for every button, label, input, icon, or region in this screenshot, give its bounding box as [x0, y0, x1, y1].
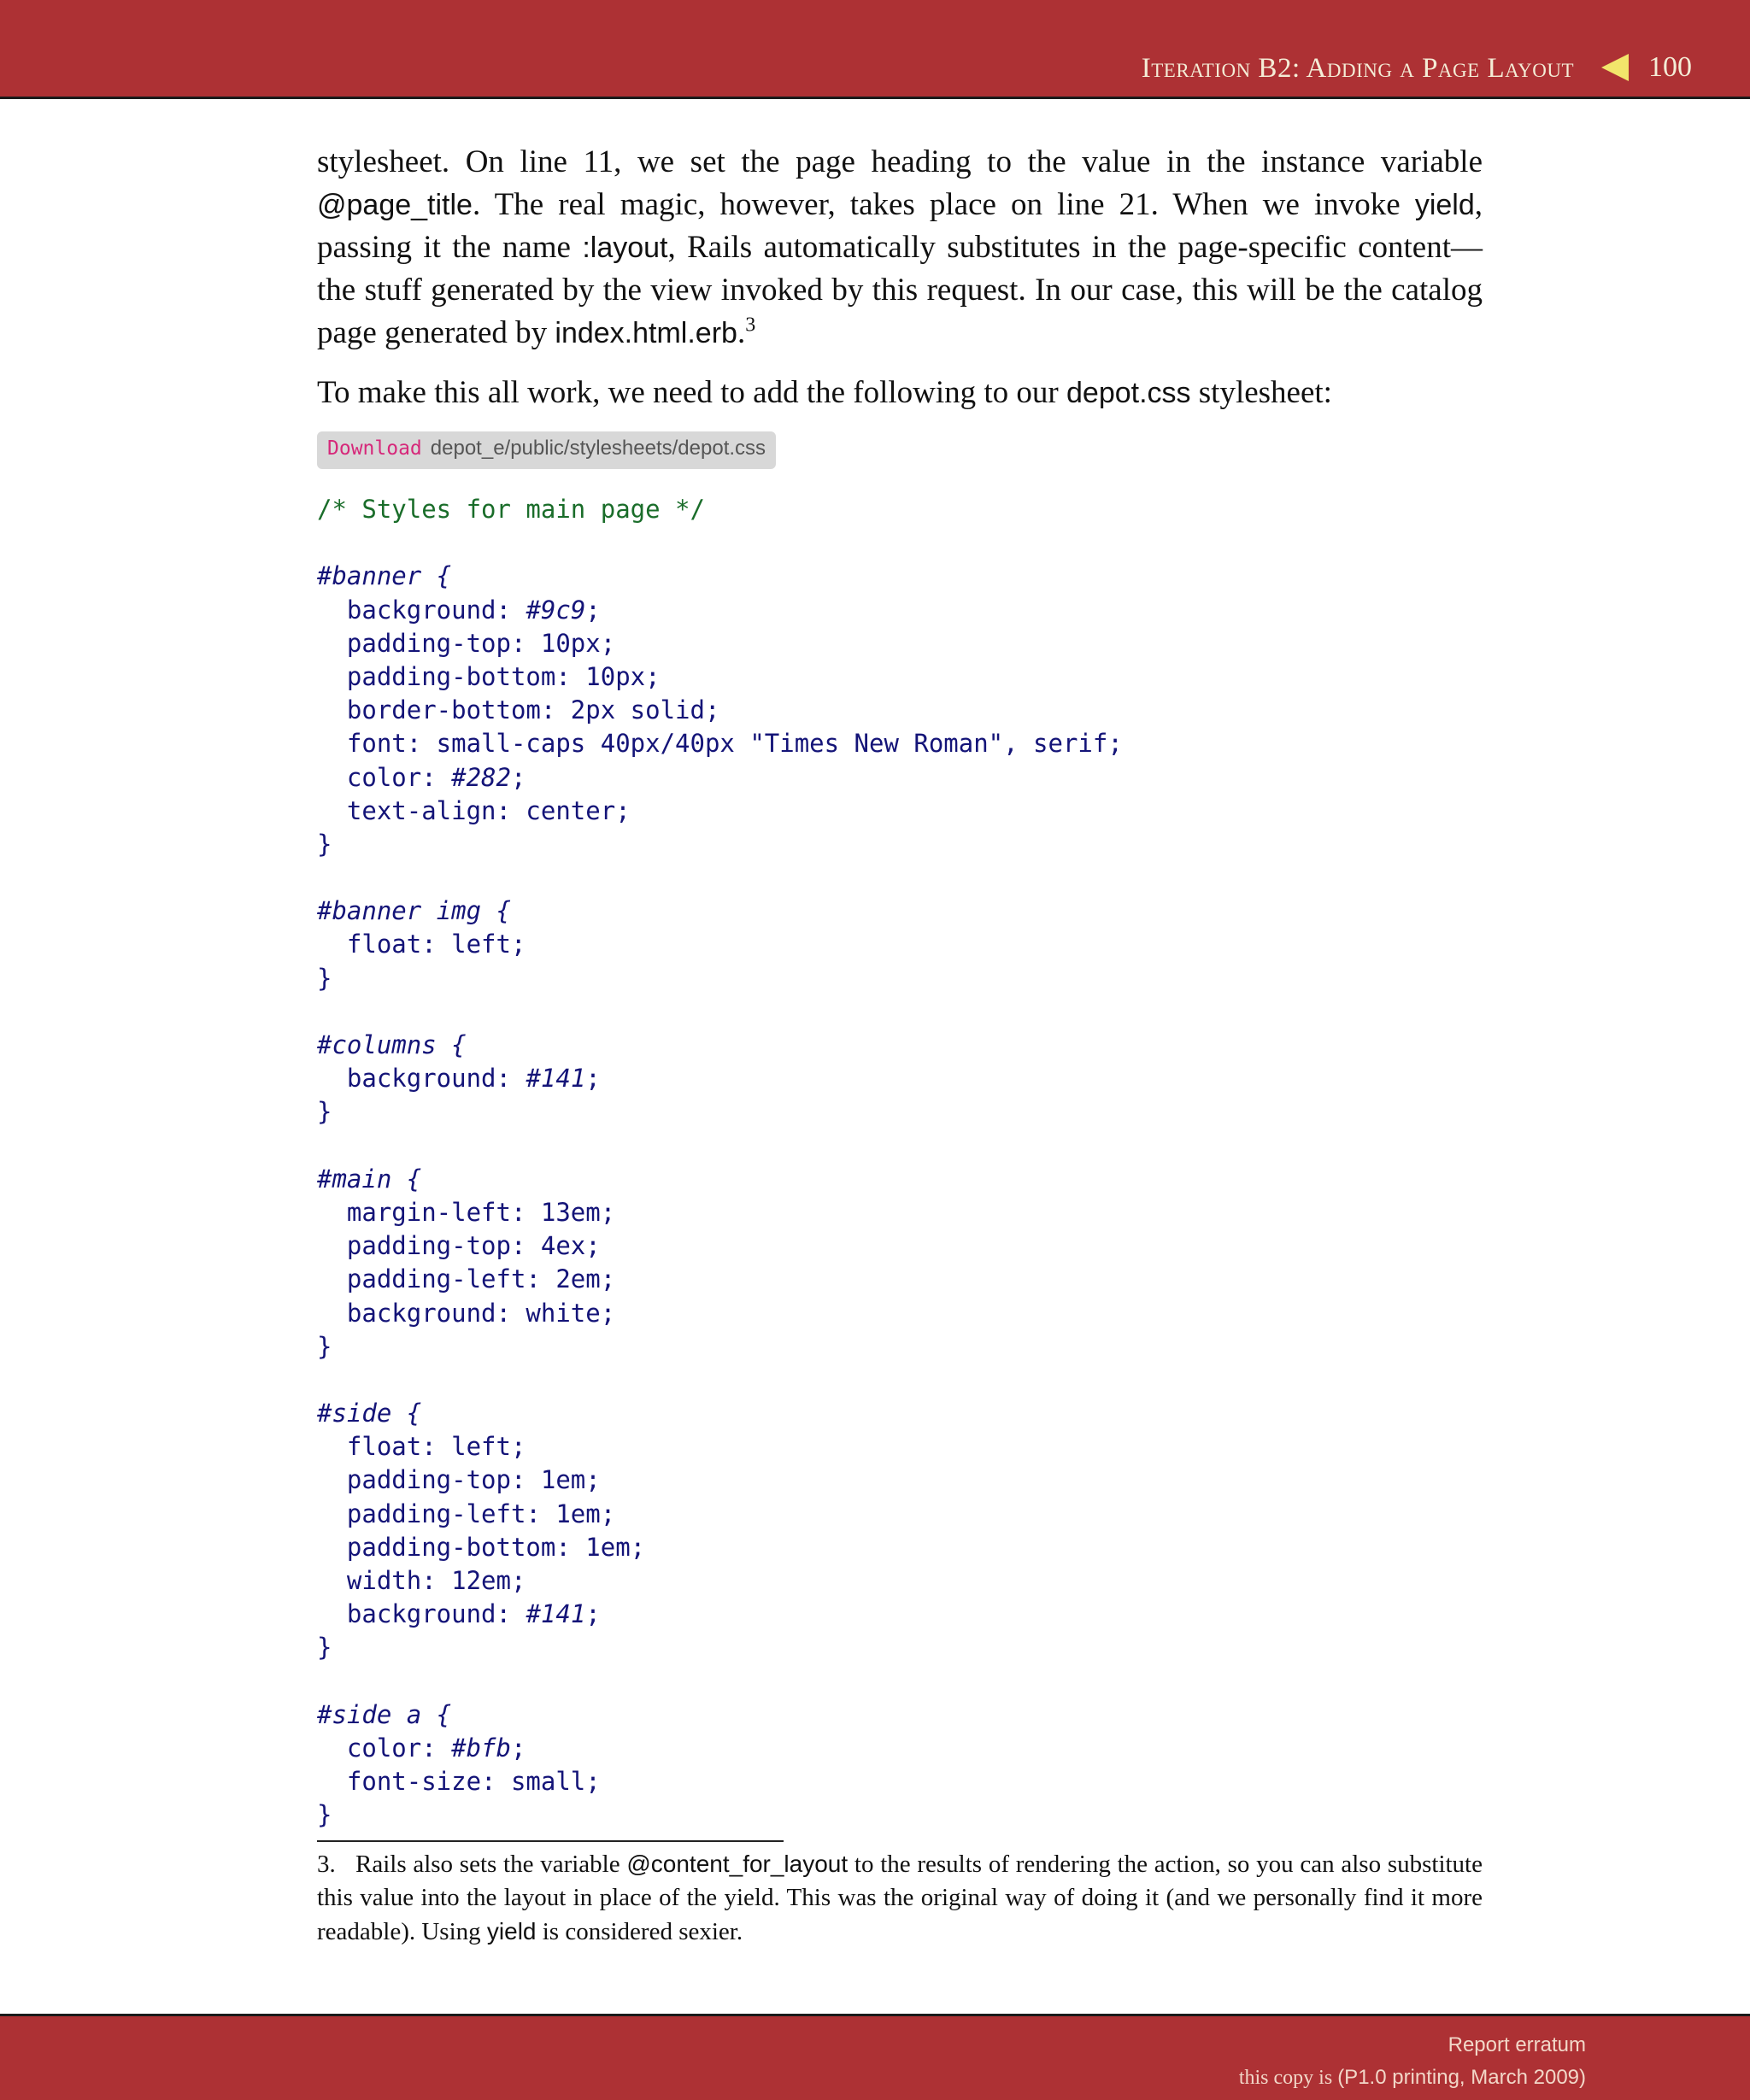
text-run: is considered sexier. [536, 1918, 743, 1945]
code-close-brace: } [317, 1097, 332, 1127]
code-blank [317, 995, 1483, 1029]
text-run: . [737, 315, 746, 350]
code-blank [317, 1364, 1483, 1397]
code-selector: #columns { [317, 1030, 467, 1059]
code-close-brace: } [317, 963, 332, 993]
text-run: To make this all work, we need to add the following to our [317, 375, 1066, 410]
report-erratum-link[interactable]: Report erratum [1448, 2033, 1586, 2056]
body-paragraph-1 [317, 141, 1483, 355]
code-token: background: [317, 1599, 526, 1629]
code-line: padding-bottom: 10px; [317, 661, 661, 691]
code-token: color: [317, 1733, 452, 1763]
page-number: 100 [1648, 51, 1692, 83]
download-label[interactable]: Download [327, 437, 422, 460]
copy-info [1239, 2066, 1586, 2090]
code-blank [317, 1665, 1483, 1698]
code-line: float: left; [317, 1432, 526, 1462]
page-footer [0, 2014, 1750, 2100]
code-line: float: left; [317, 930, 526, 959]
download-file-path[interactable]: depot_e/public/stylesheets/depot.css [430, 437, 766, 460]
footnote-number: 3. [317, 1851, 336, 1878]
text-run: Rails also sets the variable [355, 1851, 627, 1878]
code-line: font-size: small; [317, 1767, 601, 1797]
running-head-title: Iteration B2: Adding a Page Layout [1141, 53, 1574, 84]
copy-detail: (P1.0 printing, March 2009) [1337, 2066, 1586, 2089]
code-token: ; [510, 762, 526, 792]
code-color-value: #bfb [451, 1733, 511, 1763]
inline-code-depot-css: depot.css [1066, 377, 1191, 409]
code-line [317, 1732, 1483, 1765]
inline-code-layout: :layout [582, 232, 668, 264]
code-line: text-align: center; [317, 795, 631, 825]
page-header [0, 0, 1750, 99]
code-token: color: [317, 762, 452, 792]
code-close-brace: } [317, 1331, 332, 1361]
code-close-brace: } [317, 1633, 332, 1663]
code-color-value: #282 [451, 762, 511, 792]
code-line: width: 12em; [317, 1566, 526, 1595]
code-selector: #side { [317, 1399, 422, 1428]
code-line [317, 1062, 1483, 1095]
code-token: background: [317, 1064, 526, 1094]
inline-code-page-title: @page_title [317, 189, 473, 221]
code-line [317, 1598, 1483, 1631]
code-line: padding-top: 10px; [317, 628, 616, 658]
code-line: padding-top: 1em; [317, 1465, 601, 1495]
text-run: stylesheet. On line 11, we set the page heading to the value in the instance variable [317, 144, 1483, 179]
footnote-divider [317, 1840, 784, 1842]
code-line [317, 594, 1483, 627]
inline-code-yield: yield [1414, 189, 1475, 221]
download-link-box[interactable] [317, 431, 776, 469]
code-token: ; [585, 1064, 601, 1094]
inline-code-content-for-layout: @content_for_layout [626, 1851, 849, 1877]
code-line: padding-top: 4ex; [317, 1231, 601, 1261]
text-run: stylesheet: [1190, 375, 1332, 410]
inline-code-yield: yield [486, 1918, 537, 1945]
code-line: padding-bottom: 1em; [317, 1532, 646, 1562]
text-run: , Rails automatically substitutes in the page-specific content—the stuff generated by the view invoked by this request. In our case, this will be the catalog page generated by [317, 230, 1483, 350]
code-line: font: small-caps 40px/40px "Times New Roman", serif; [317, 729, 1123, 759]
code-listing [317, 493, 1483, 1833]
code-comment: /* Styles for main page */ [317, 495, 705, 524]
code-line: padding-left: 2em; [317, 1264, 616, 1294]
previous-page-arrow-icon[interactable] [1601, 54, 1629, 81]
code-color-value: #9c9 [526, 595, 586, 625]
code-line [317, 761, 1483, 795]
code-color-value: #141 [526, 1599, 586, 1629]
code-blank [317, 1129, 1483, 1163]
page-content [317, 141, 1483, 1833]
code-line: padding-left: 1em; [317, 1499, 616, 1528]
text-run: to the results of rendering the action, so you can also substitute this value into the layout in place of the yield. This was the original way of doing it (and we personally find it more readable). Using [317, 1851, 1483, 1945]
code-line: margin-left: 13em; [317, 1197, 616, 1227]
body-paragraph-2 [317, 372, 1483, 414]
text-run: . The real magic, however, takes place on line 21. When we invoke [472, 187, 1415, 222]
text-run: , passing it the name [317, 187, 1483, 265]
code-token: ; [585, 1599, 601, 1629]
code-color-value: #141 [526, 1064, 586, 1094]
code-token: ; [510, 1733, 526, 1763]
code-blank [317, 861, 1483, 895]
code-selector: #banner { [317, 561, 452, 591]
footnote [317, 1847, 1483, 1949]
code-token: background: [317, 595, 526, 625]
code-close-brace: } [317, 829, 332, 859]
code-line: border-bottom: 2px solid; [317, 695, 720, 725]
code-token: ; [585, 595, 601, 625]
code-selector: #banner img { [317, 896, 511, 926]
code-close-brace: } [317, 1800, 332, 1830]
code-selector: #side a { [317, 1699, 452, 1729]
inline-code-index-erb: index.html.erb [555, 317, 737, 349]
code-selector: #main { [317, 1164, 422, 1194]
code-line: background: white; [317, 1298, 616, 1328]
copy-prefix: this copy is [1238, 2067, 1338, 2089]
code-blank [317, 526, 1483, 560]
footnote-reference[interactable]: 3 [745, 314, 756, 337]
